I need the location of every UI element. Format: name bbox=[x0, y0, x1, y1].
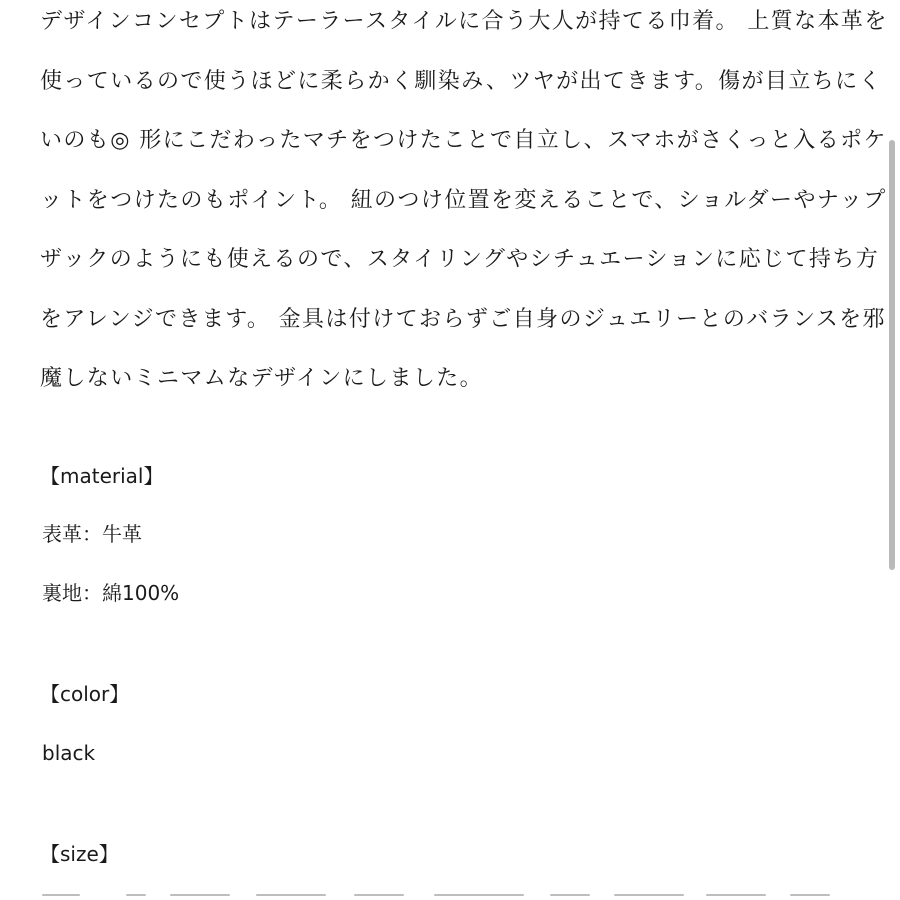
material-lining: 裏地：綿100% bbox=[42, 581, 180, 605]
product-description-page bbox=[40, 0, 888, 866]
description-line: をアレンジできます。 金具は付けておらずご自身のジュエリーとのバランスを邪 bbox=[40, 306, 886, 332]
description-paragraph bbox=[40, 0, 888, 409]
description-line: デザインコンセプトはテーラースタイルに合う大人が持てる巾着。 上質な本革を bbox=[40, 9, 888, 34]
vertical-scrollbar[interactable] bbox=[886, 0, 900, 900]
description-line: ットをつけたのもポイント。 紐のつけ位置を変えることで、ショルダーやナップ bbox=[40, 187, 887, 213]
color-value: black bbox=[42, 741, 96, 765]
description-line: ザックのようにも使えるので、スタイリングやシチュエーションに応じて持ち方 bbox=[40, 247, 880, 272]
description-line: いのも◎ 形にこだわったマチをつけたことで自立し、スマホがさくっと入るポケ bbox=[40, 128, 887, 153]
description-line: 魔しないミニマムなデザインにしました。 bbox=[40, 366, 484, 391]
material-heading: 【material】 bbox=[40, 464, 164, 488]
scrollbar-thumb[interactable] bbox=[889, 140, 895, 570]
clipped-text-line bbox=[42, 888, 862, 900]
material-outer: 表革：牛革 bbox=[42, 522, 142, 546]
size-heading: 【size】 bbox=[40, 842, 119, 866]
color-heading: 【color】 bbox=[40, 682, 130, 706]
description-line: 使っているので使うほどに柔らかく馴染み、ツヤが出てきます。傷が目立ちにく bbox=[40, 68, 882, 94]
